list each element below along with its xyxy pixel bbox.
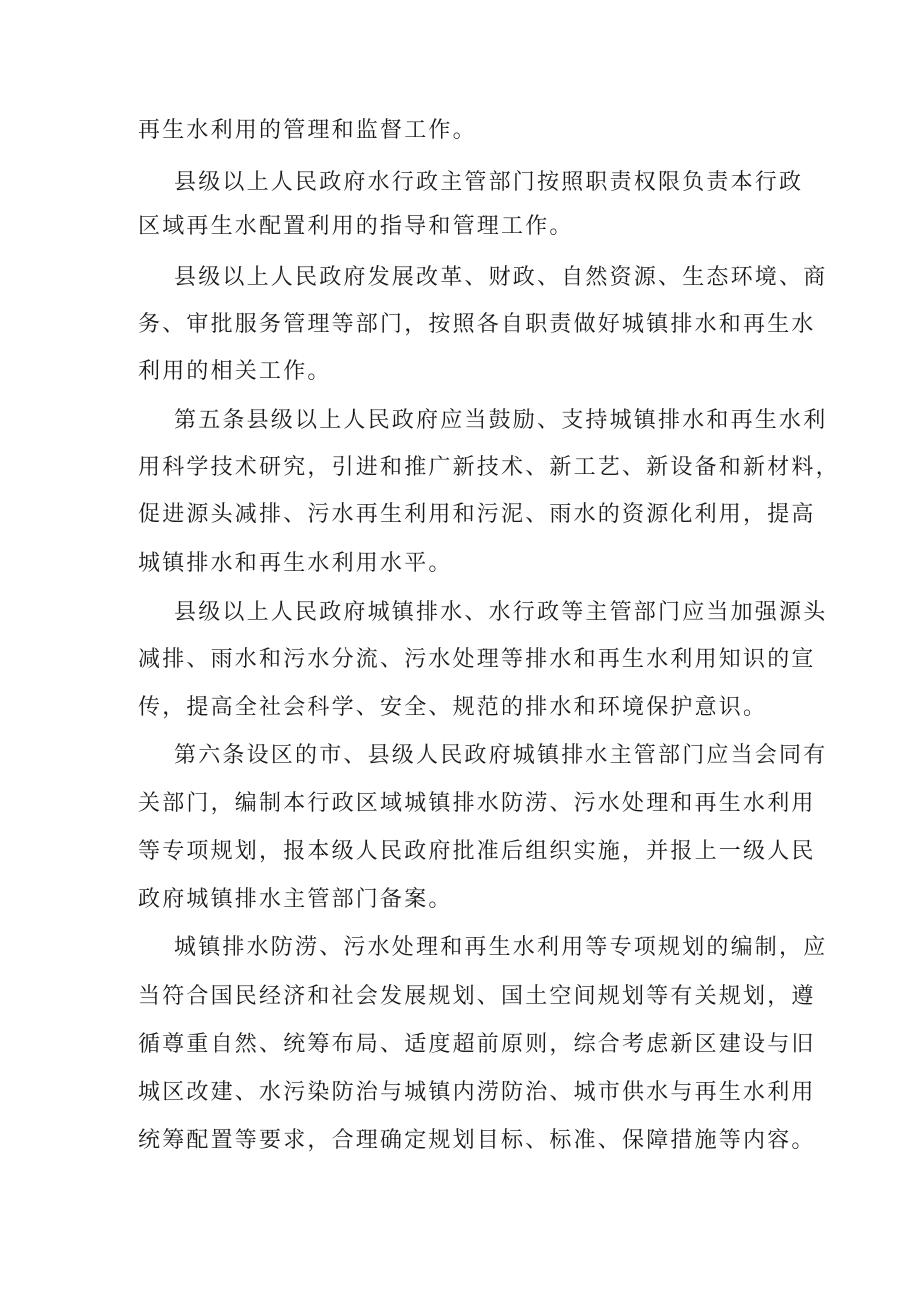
text-line: 再生水利用的管理和监督工作。: [138, 118, 477, 143]
text-line: 第五条县级以上人民政府应当鼓励、支持城镇排水和再生水利: [174, 408, 828, 433]
text-line: 第六条设区的市、县级人民政府城镇排水主管部门应当会同有: [174, 743, 828, 768]
text-line: 区域再生水配置利用的指导和管理工作。: [138, 214, 574, 239]
text-line: 传，提高全社会科学、安全、规范的排水和环境保护意识。: [138, 695, 768, 720]
text-line: 循尊重自然、统筹布局、适度超前原则，综合考虑新区建设与旧: [138, 1032, 816, 1057]
text-line: 等专项规划，报本级人民政府批准后组织实施，并报上一级人民: [138, 839, 816, 864]
text-line: 务、审批服务管理等部门，按照各自职责做好城镇排水和再生水: [138, 312, 816, 337]
text-line: 促进源头减排、污水再生利用和污泥、雨水的资源化利用，提高: [138, 502, 816, 527]
text-line: 用科学技术研究，引进和推广新技术、新工艺、新设备和新材料，: [138, 455, 840, 480]
text-line: 城区改建、水污染防治与城镇内涝防治、城市供水与再生水利用: [138, 1080, 816, 1105]
text-line: 县级以上人民政府发展改革、财政、自然资源、生态环境、商: [174, 265, 828, 290]
text-line: 减排、雨水和污水分流、污水处理等排水和再生水利用知识的宣: [138, 647, 816, 672]
text-line: 县级以上人民政府城镇排水、水行政等主管部门应当加强源头: [174, 600, 828, 625]
text-line: 利用的相关工作。: [138, 359, 332, 384]
text-line: 政府城镇排水主管部门备案。: [138, 887, 453, 912]
text-line: 统筹配置等要求，合理确定规划目标、标准、保障措施等内容。: [138, 1128, 816, 1153]
text-line: 关部门，编制本行政区域城镇排水防涝、污水处理和再生水利用: [138, 791, 816, 816]
text-line: 县级以上人民政府水行政主管部门按照职责权限负责本行政: [174, 170, 804, 195]
text-line: 当符合国民经济和社会发展规划、国土空间规划等有关规划，遵: [138, 984, 816, 1009]
text-line: 城镇排水和再生水利用水平。: [138, 551, 453, 576]
text-line: 城镇排水防涝、污水处理和再生水利用等专项规划的编制，应: [174, 935, 828, 960]
